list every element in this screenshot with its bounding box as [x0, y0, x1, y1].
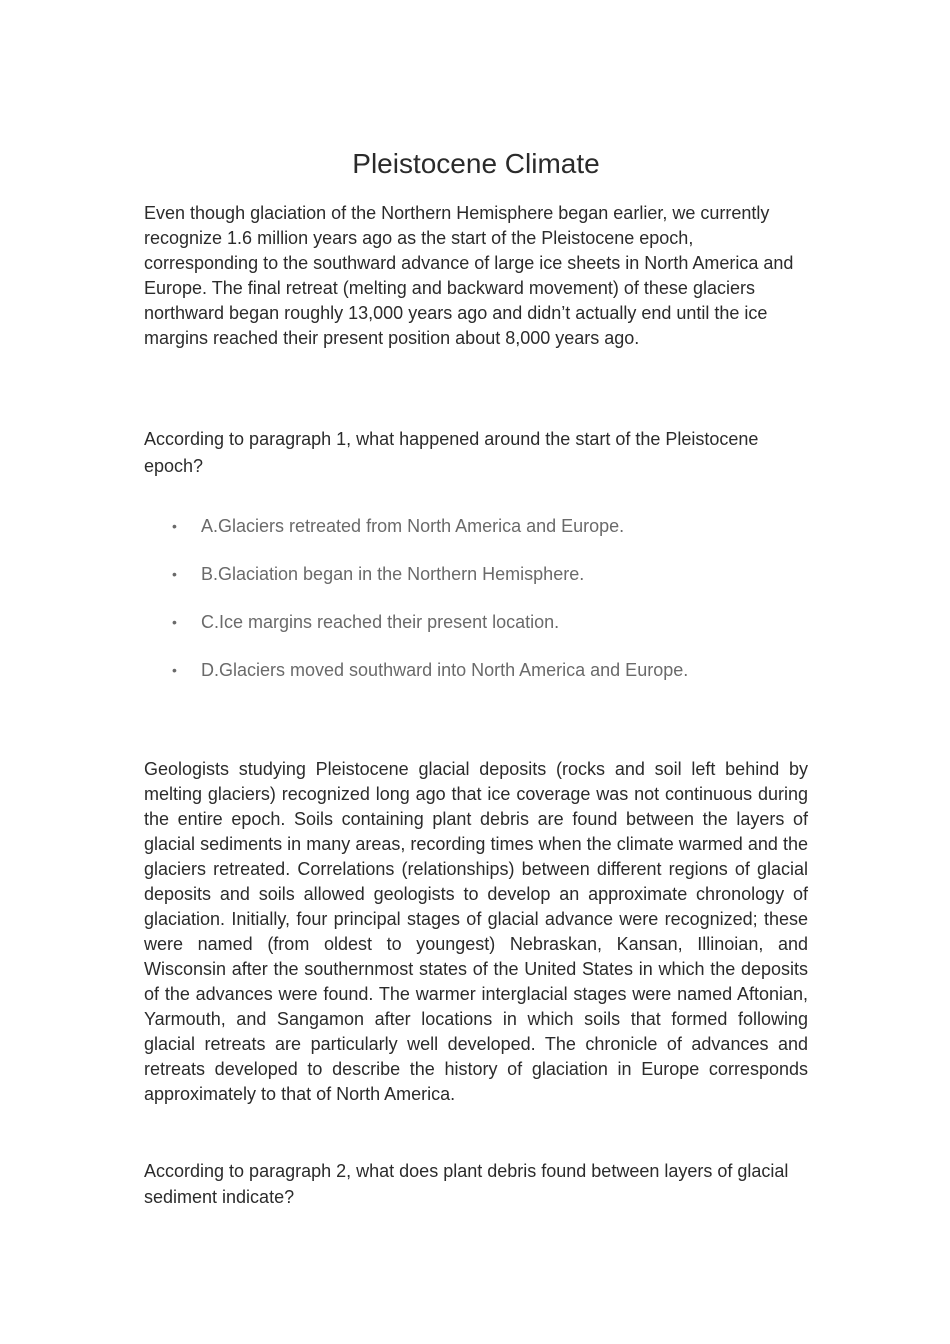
paragraph-1: Even though glaciation of the Northern Hemisphere began earlier, we currently recognize 1.6 million years ago as the start of the Pleistocene epoch, corresponding to the southward advance of large ice sheets in North America and Europe. The final retreat (melting and backward movement) of these glaciers northward began roughly 13,000 years ago and didn’t actually end until the ice margins reached their present position about 8,000 years ago. [144, 203, 794, 348]
answer-option-label: C.Ice margins reached their present location. [201, 612, 560, 632]
bullet-icon: • [172, 566, 177, 582]
bullet-icon: • [172, 614, 177, 630]
question-1: According to paragraph 1, what happened around the start of the Pleistocene epoch? [144, 429, 759, 476]
answer-option-label: B.Glaciation began in the Northern Hemisphere. [201, 564, 585, 584]
answer-option-c[interactable] [144, 608, 808, 656]
answer-option-b[interactable] [144, 560, 808, 608]
answer-option-label: D.Glaciers moved southward into North America and Europe. [201, 660, 689, 680]
page-title: Pleistocene Climate [352, 148, 600, 179]
answer-option-d[interactable] [144, 656, 808, 704]
answer-option-label: A.Glaciers retreated from North America and Europe. [201, 516, 625, 536]
question-2: According to paragraph 2, what does plant debris found between layers of glacial sediment indicate? [144, 1161, 789, 1207]
bullet-icon: • [172, 662, 177, 678]
bullet-icon: • [172, 518, 177, 534]
answer-option-a[interactable] [144, 512, 808, 560]
answer-options-list [144, 512, 808, 704]
paragraph-2: Geologists studying Pleistocene glacial deposits (rocks and soil left behind by melting glaciers) recognized long ago that ice coverage was not continuous during the entire epoch. Soils containing plant debris are found between the layers of glacial sediments in many areas, recording times when the climate warmed and the glaciers retreated. Correlations (relationships) between different regions of glacial deposits and soils allowed geologists to develop an approximate chronology of glaciation. Initially, four principal stages of glacial advance were recognized; these were named (from oldest to youngest) Nebraskan, Kansan, Illinoian, and Wisconsin after the southernmost states of the United States in which the deposits of the advances were found. The warmer interglacial stages were named Aftonian, Yarmouth, and Sangamon after locations in which soils that formed following glacial retreats are particularly well developed. The chronicle of advances and retreats developed to describe the history of glaciation in Europe corresponds approximately to that of North America. [144, 759, 808, 1104]
